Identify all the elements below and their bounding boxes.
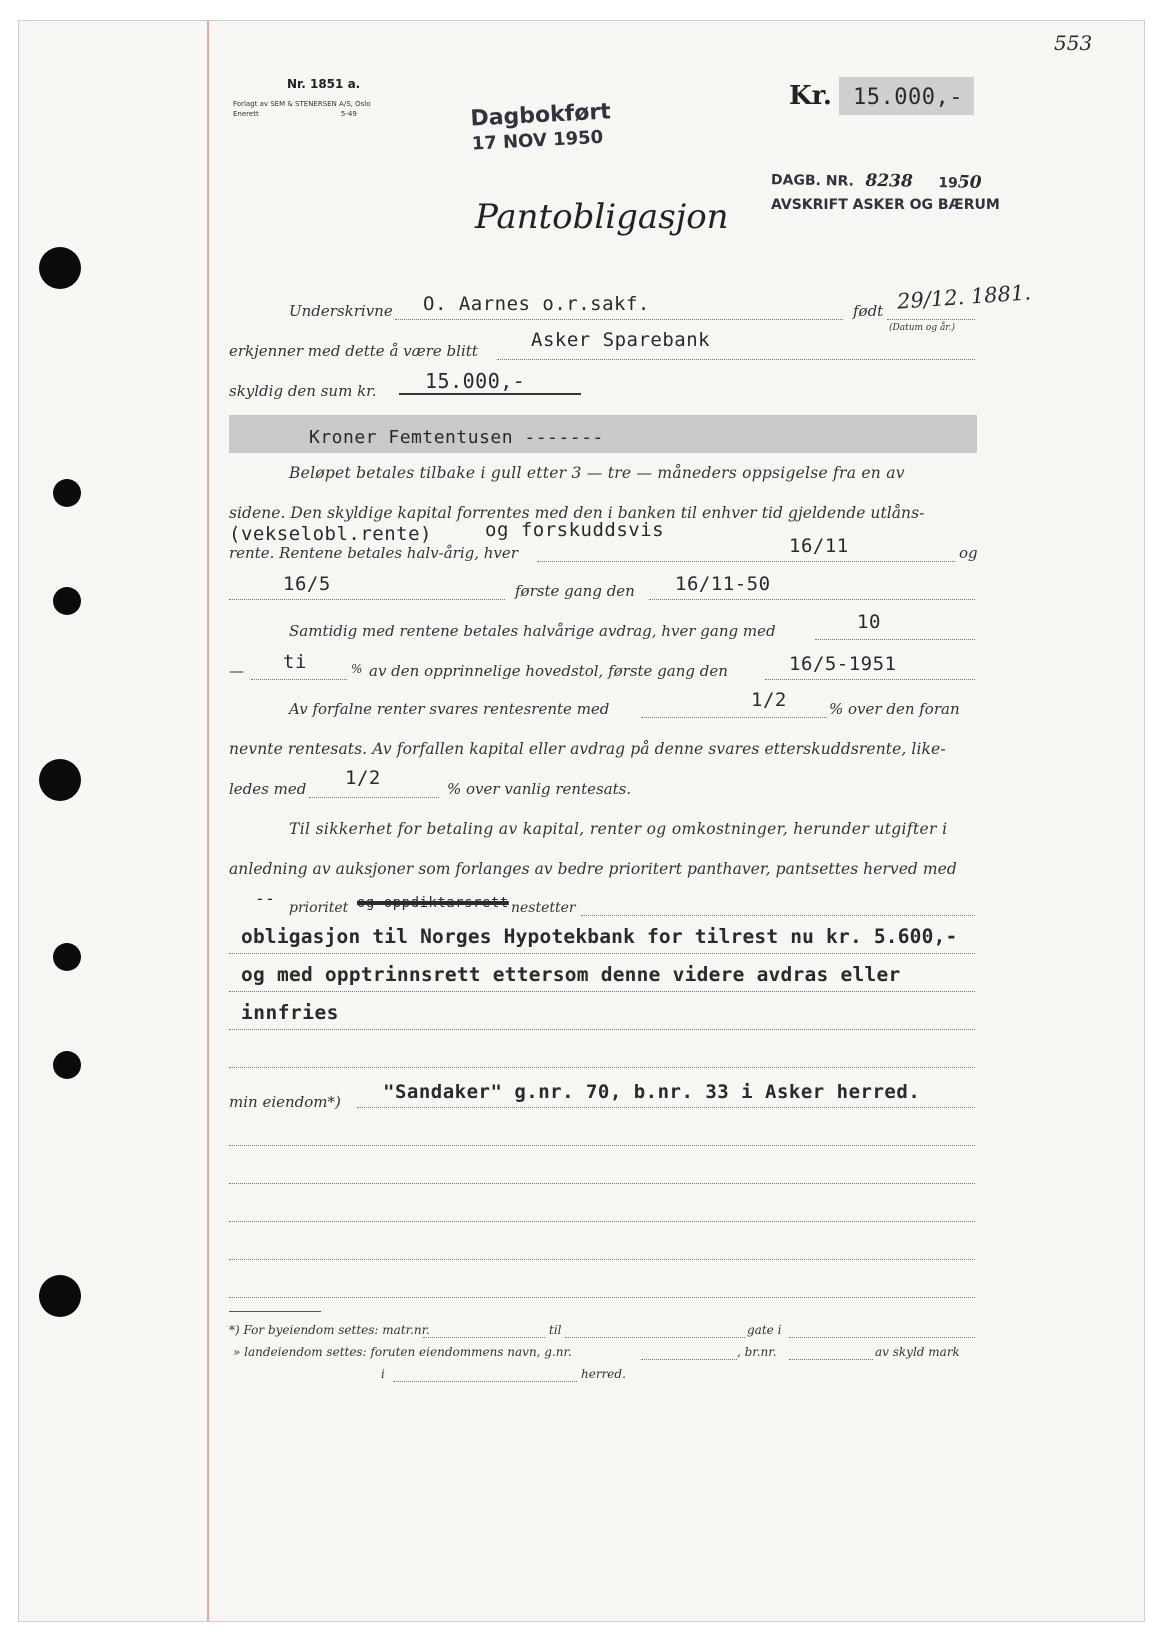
fn2-b: , br.nr. — [737, 1345, 777, 1359]
fn1-b: til — [549, 1323, 562, 1337]
undersk-label: Underskrivne — [289, 302, 393, 320]
stamp-date: 17 NOV 1950 — [471, 126, 604, 155]
fn2-line-b — [789, 1359, 873, 1360]
footnote-rule — [229, 1311, 321, 1312]
fn3-line — [393, 1381, 577, 1382]
dagb-year: 50 — [957, 172, 982, 193]
og-label: og — [959, 544, 978, 562]
punch-hole — [53, 943, 81, 971]
kr-label: Kr. — [789, 81, 832, 111]
undersk-value: O. Aarnes o.r.sakf. — [423, 293, 650, 315]
fodt-value: 29/12. 1881. — [896, 280, 1032, 314]
dagb-year-prefix: 19 — [938, 175, 958, 192]
rente-label: rente. Rentene betales halv-årig, hver — [229, 544, 518, 562]
blank-rule — [229, 1259, 975, 1260]
punch-hole — [53, 479, 81, 507]
etter-label: nestetter — [511, 900, 576, 916]
printer-imprint — [233, 99, 370, 119]
printer-line: Enerett — [233, 110, 259, 118]
fn1-a: *) For byeiendom settes: matr.nr. — [229, 1323, 430, 1337]
oblig-line-1-rule — [229, 953, 975, 954]
oblig-line-2-rule — [229, 991, 975, 992]
rente-date-2-line — [229, 599, 505, 600]
fn1-c: gate i — [747, 1323, 782, 1337]
fn1-line-b — [565, 1337, 745, 1338]
skyldig-label: skyldig den sum kr. — [229, 382, 377, 400]
forste-label: første gang den — [515, 582, 635, 600]
prioritet-label: prioritet — [289, 900, 349, 916]
document-page — [18, 20, 1145, 1622]
page-number: 553 — [1054, 31, 1093, 55]
hovedstol-value: 16/5-1951 — [789, 653, 897, 675]
sum-words: Kroner Femtentusen ------- — [309, 427, 604, 448]
sikkerhet-line-2: anledning av auksjoner som forlanges av bedre prioritert panthaver, pantsettes herved med — [229, 860, 957, 878]
eiendom-label: min eiendom*) — [229, 1093, 341, 1111]
oblig-line-2: og med opptrinnsrett ettersom denne videre avdras eller — [241, 963, 901, 986]
hovedstol-line — [765, 679, 975, 680]
sikkerhet-line-1: Til sikkerhet for betaling av kapital, renter og omkostninger, herunder utgifter i — [289, 820, 948, 838]
creditor-value: Asker Sparebank — [531, 329, 711, 351]
blank-rule — [229, 1067, 975, 1068]
margin-rule — [207, 21, 209, 1621]
punch-hole — [39, 247, 81, 289]
oblig-line-1: obligasjon til Norges Hypotekbank for tilrest nu kr. 5.600,- — [241, 925, 958, 948]
fodt-line — [887, 319, 975, 320]
fn2-a: » landeiendom settes: foruten eiendommens navn, g.nr. — [233, 1345, 572, 1359]
rente-line — [537, 561, 955, 562]
rente-date-2: 16/5 — [283, 573, 331, 595]
prioritet-struck: og oppdiktarsrett — [357, 895, 509, 911]
fn1-line-c — [789, 1337, 975, 1338]
avdrag-value: 10 — [857, 611, 881, 633]
oblig-line-3: innfries — [241, 1001, 339, 1024]
datum-label: (Datum og år.) — [889, 323, 955, 333]
vanlig-label: % over vanlig rentesats. — [447, 780, 632, 798]
fn3-b: herred. — [581, 1367, 626, 1381]
dash: — — [229, 662, 244, 680]
ledes-value: 1/2 — [345, 767, 381, 789]
blank-rule — [229, 1221, 975, 1222]
prioritet-prefix: -- — [255, 889, 276, 908]
over-foran-label: % over den foran — [829, 700, 960, 718]
form-number: Nr. 1851 a. — [287, 77, 361, 91]
footnote-line-1 — [229, 1323, 430, 1337]
samtidig-label: Samtidig med rentene betales halvårige avdrag, hver gang med — [289, 622, 776, 640]
dagbokfort-stamp — [470, 99, 613, 154]
forfalne-line — [641, 717, 827, 718]
punch-hole — [39, 1275, 81, 1317]
eiendom-line — [357, 1107, 975, 1108]
ledes-label: ledes med — [229, 780, 307, 798]
pct-sign: % — [351, 662, 363, 676]
fodt-label: født — [853, 302, 884, 320]
interest-line: sidene. Den skyldige kapital forrentes med den i banken til enhver tid gjeldende utlåns- — [229, 504, 925, 522]
ledes-line — [309, 797, 439, 798]
fn2-line-a — [641, 1359, 737, 1360]
sum-underline — [399, 393, 581, 395]
dagb-number: 8238 — [865, 170, 913, 192]
blank-rule — [229, 1297, 975, 1298]
avdrag-line — [815, 639, 975, 640]
document-title: Pantobligasjon — [475, 197, 729, 237]
forfalne-value: 1/2 — [751, 689, 787, 711]
rente-insert-2: og forskuddsvis — [485, 519, 665, 541]
blank-rule — [229, 1145, 975, 1146]
erkjenner-label: erkjenner med dette å være blitt — [229, 342, 478, 360]
ti-line — [251, 679, 347, 680]
fn3-a: i — [381, 1367, 385, 1381]
printer-date: 5-49 — [340, 110, 357, 118]
prioritet-line — [581, 915, 975, 916]
nevnte-line: nevnte rentesats. Av forfallen kapital eller avdrag på denne svares etterskuddsrente, like- — [229, 740, 946, 758]
dagb-label: DAGB. NR. — [770, 172, 855, 190]
stamp-label: Dagbokført — [469, 99, 612, 132]
hovedstol-label: av den opprinnelige hovedstol, første gang den — [369, 662, 728, 680]
printer-line: Forlagt av SEM & STENERSEN A/S, Oslo — [233, 100, 371, 108]
ti-value: ti — [283, 651, 307, 673]
sum-value: 15.000,- — [425, 369, 526, 393]
repayment-line: Beløpet betales tilbake i gull etter 3 — tre — måneders oppsigelse fra en av — [289, 464, 905, 482]
avskrift-stamp: AVSKRIFT ASKER OG BÆRUM — [771, 197, 1000, 213]
oblig-line-3-rule — [229, 1029, 975, 1030]
dagb-number-stamp — [771, 169, 982, 193]
forste-line — [649, 599, 975, 600]
creditor-line — [497, 359, 975, 360]
rente-date-1: 16/11 — [789, 535, 849, 557]
undersk-line — [395, 319, 843, 320]
punch-hole — [53, 1051, 81, 1079]
punch-hole — [53, 587, 81, 615]
punch-hole — [39, 759, 81, 801]
kr-amount: 15.000,- — [853, 85, 963, 110]
rente-insert-1: (vekselobl.rente) — [229, 523, 432, 545]
fn2-c: av skyld mark — [875, 1345, 960, 1359]
fn1-line-a — [423, 1337, 545, 1338]
eiendom-value: "Sandaker" g.nr. 70, b.nr. 33 i Asker herred. — [383, 1081, 921, 1103]
forste-value: 16/11-50 — [675, 573, 771, 595]
blank-rule — [229, 1183, 975, 1184]
forfalne-label: Av forfalne renter svares rentesrente med — [289, 700, 610, 718]
